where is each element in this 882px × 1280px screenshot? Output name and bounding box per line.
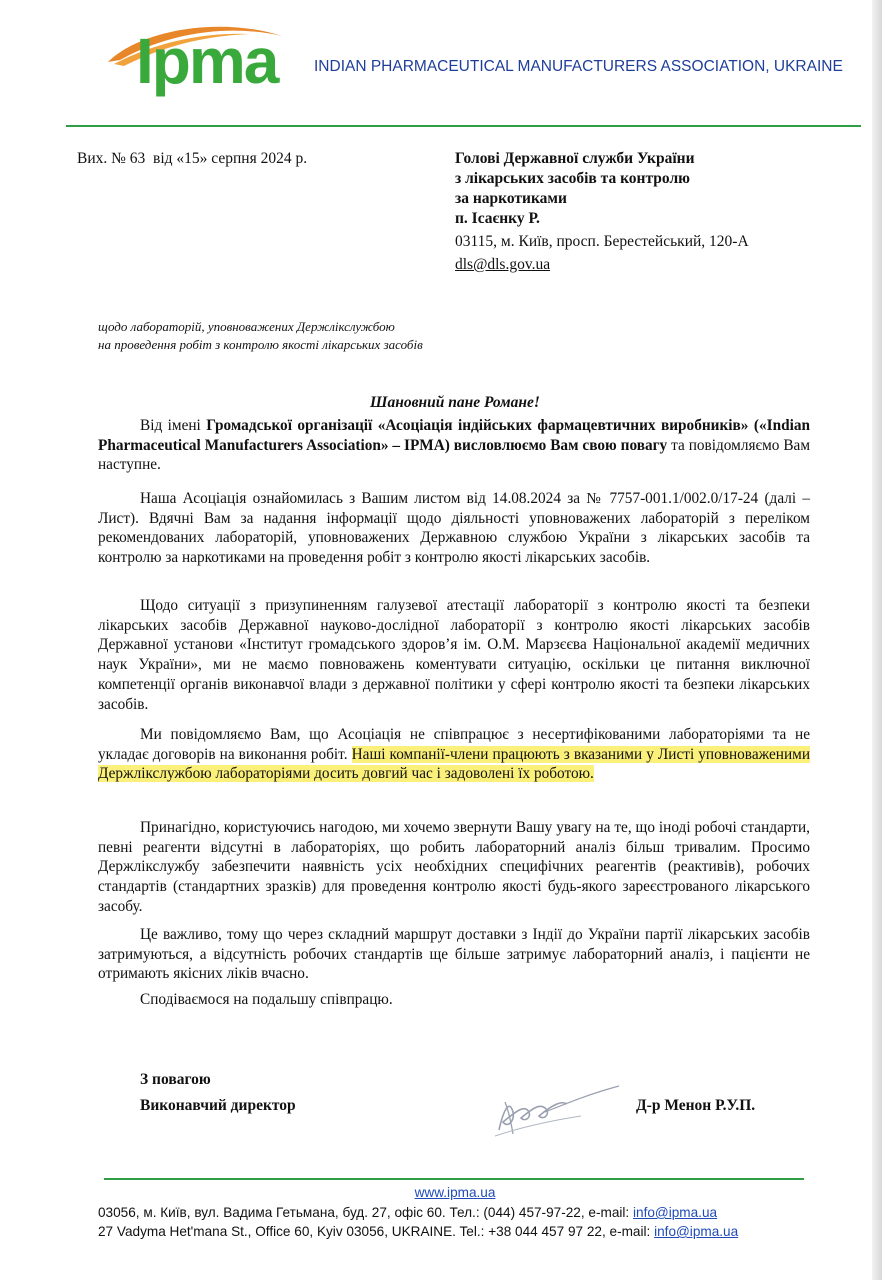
p4-highlighted-text: Наші компанії-члени працюють з вказаними у Листі уповноваженими Держлікслужбою лабораторіями досить довгий час і задоволені їх роботою. [98,745,811,783]
subject-line-1: щодо лабораторій, уповноважених Держлікслужбою [98,319,395,334]
subject [98,318,423,354]
paragraph-4 [98,725,810,784]
paragraph-6 [98,925,810,984]
footer-address-en [98,1224,738,1239]
recipient-block [455,149,835,275]
paragraph-5 [98,818,810,917]
p2-text: Наша Асоціація ознайомилась з Вашим листом від 14.08.2024 за № 7757-001.1/002.0/17-24 (далі – Лист). Вдячні Вам за надання інформації щодо діяльності уповноважених лабораторій з переліком рекомендованих лабораторій, уповноважених Державною службою України з лікарських засобів та контролю за наркотиками на проведення робіт з контролю якості лікарських засобів. [98,490,810,567]
p1-organization-bold: Громадської організації «Асоціація індійських фармацевтичних виробників» («Indian Pharmaceutical Manufacturers Association» – IPMA) висловлюємо Вам свою повагу [98,417,810,454]
recipient-line-3: за наркотиками [455,190,567,207]
paragraph-1 [98,416,810,475]
p6-text: Це важливо, тому що через складний маршрут доставки з Індії до України партії лікарських засобів затримуються, а відсутність робочих стандартів ще більше затримує лабораторний аналіз, і пацієнти не отримають якісних ліків вчасно. [98,926,810,983]
paragraph-3 [98,596,810,714]
p3-text: Щодо ситуації з призупиненням галузевої атестації лабораторії з контролю якості та безпеки лікарських засобів Державної науково-дослідної лабораторії з контролю якості лікарських засобів Державної установи «Інститут громадського здоров’я ім. О.М. Марзєєва Національної академії медичних наук України», ми не маємо повноважень коментувати ситуацію, оскільки це питання виключної компетенції органів виконавчої влади з державної політики у сфері контролю якості та безпеки лікарських засобів. [98,597,810,713]
signer-name: Д-р Менон Р.У.П. [636,1097,756,1114]
p7-text: Сподіваємося на подальшу співпрацю. [140,991,393,1008]
recipient-line-1: Голові Державної служби України [455,150,695,167]
letterhead [100,20,843,100]
page-edge [872,0,882,1280]
salutation: Шановний пане Романе! [370,394,540,411]
closing-regards: З повагою [140,1071,211,1088]
p1-text-a: Від імені [140,417,207,434]
footer-website-link[interactable]: www.ipma.ua [414,1185,496,1200]
header-divider [66,125,861,127]
footer-address-ua-text: 03056, м. Київ, вул. Вадима Гетьмана, буд. 27, офіс 60. Тел.: (044) 457-97-22, e-mail: [98,1205,633,1220]
paragraph-7 [98,990,810,1010]
footer-divider [104,1178,804,1180]
recipient-email[interactable]: dls@dls.gov.ua [455,256,551,273]
recipient-address: 03115, м. Київ, просп. Берестейський, 120-А [455,233,749,250]
footer-email-ua-link[interactable]: info@ipma.ua [632,1205,718,1220]
p1-text-c: та повідомляємо Вам наступне. [98,436,811,474]
p4-text: Ми повідомляємо Вам, що Асоціація не співпрацює з несертифікованими лабораторіями та не укладає договорів на виконання робіт. [98,726,810,763]
handwritten-signature [485,1082,625,1140]
paragraph-2 [98,489,810,568]
recipient-line-2: з лікарських засобів та контролю [455,170,690,187]
outgoing-reference: Вих. № 63 від «15» серпня 2024 р. [77,150,308,167]
recipient-name: п. Ісаєнку Р. [455,210,540,227]
subject-line-2: на проведення робіт з контролю якості лікарських засобів [98,337,423,352]
signer-position: Виконавчий директор [140,1097,296,1114]
footer-address-en-text: 27 Vadyma Het'mana St., Office 60, Kyiv 03056, UKRAINE. Tel.: +38 044 457 97 22, e-mail: [98,1224,655,1239]
footer-address-ua [98,1205,717,1220]
footer [0,1185,882,1239]
logo-text: Ipma [136,25,278,97]
footer-email-en-link[interactable]: info@ipma.ua [654,1224,739,1239]
org-name: INDIAN PHARMACEUTICAL MANUFACTURERS ASSOCIATION, UKRAINE [314,58,843,75]
p5-text: Принагідно, користуючись нагодою, ми хочемо звернути Вашу увагу на те, що іноді робочі стандарти, певні реагенти відсутні в лабораторіях, що робить лабораторний аналіз більш тривалим. Просимо Держлікслужбу забезпечити наявність усіх необхідних специфічних реагентів (реактивів), робочих стандартів (стандартних зразків) для проведення контролю якості будь-якого зареєстрованого лікарського засобу. [98,819,810,915]
